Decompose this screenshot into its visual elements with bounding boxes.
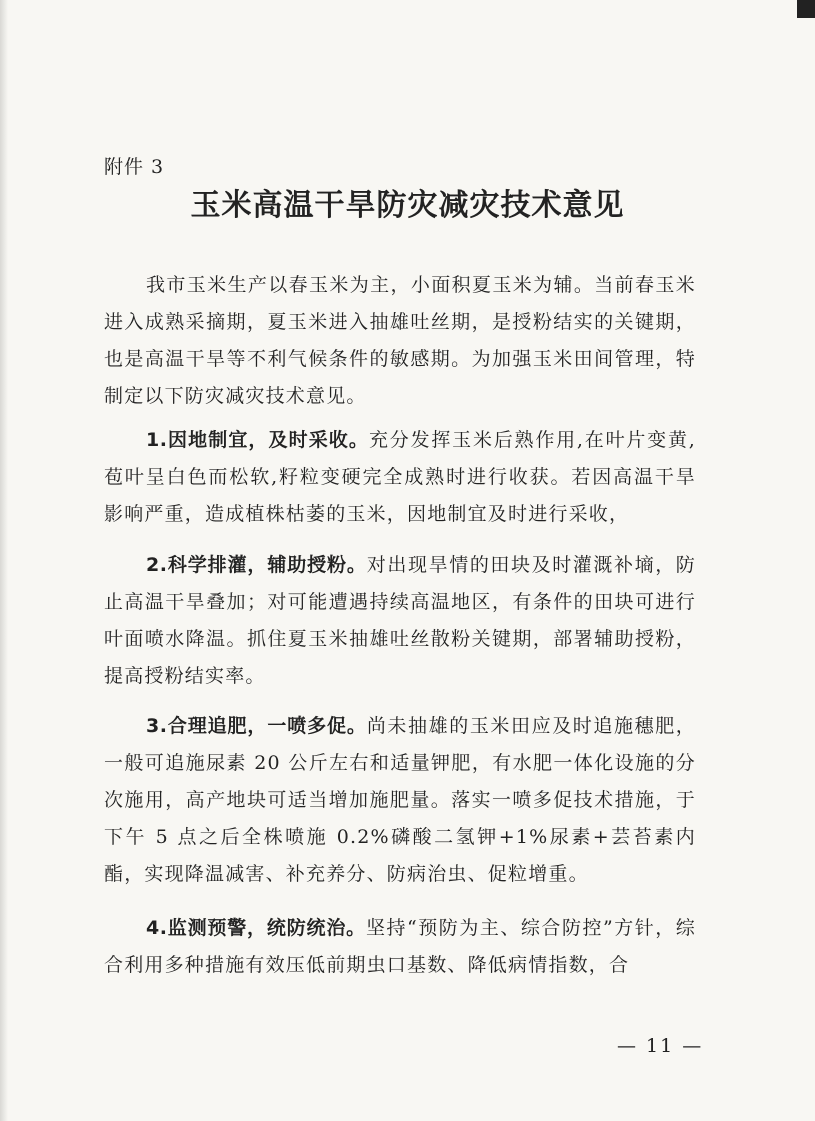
section-2-heading: 2.科学排灌，辅助授粉。: [146, 554, 367, 576]
scan-edge-shadow: [0, 0, 8, 1121]
section-2-body: 对出现旱情的田块及时灌溉补墒，防止高温干旱叠加；对可能遭遇持续高温地区，有条件的田块可进行叶面喷水降温。抓住夏玉米抽雄吐丝散粉关键期，部署辅助授粉，提高授粉结实率。: [104, 554, 696, 687]
section-1-body: 充分发挥玉米后熟作用,在叶片变黄,苞叶呈白色而松软,籽粒变硬完全成熟时进行收获。若因高温干旱影响严重，造成植株枯萎的玉米，因地制宜及时进行采收，: [104, 429, 696, 525]
section-1-heading: 1.因地制宜，及时采收。: [146, 429, 369, 451]
intro-paragraph: 我市玉米生产以春玉米为主，小面积夏玉米为辅。当前春玉米进入成熟采摘期，夏玉米进入抽雄吐丝期，是授粉结实的关键期，也是高温干旱等不利气候条件的敏感期。为加强玉米田间管理，特制定以下防灾减灾技术意见。: [104, 274, 696, 407]
section-4-heading: 4.监测预警，统防统治。: [146, 917, 366, 939]
section-3-heading: 3.合理追肥，一喷多促。: [146, 715, 367, 737]
section-4: [104, 910, 696, 984]
section-1: [104, 422, 696, 533]
scan-corner-mark: [797, 0, 815, 18]
section-3: [104, 708, 696, 893]
attachment-label: 附件 3: [104, 156, 165, 178]
section-4-body: 坚持“预防为主、综合防控”方针，综合利用多种措施有效压低前期虫口基数、降低病情指数，合: [104, 917, 696, 976]
section-3-body: 尚未抽雄的玉米田应及时追施穗肥，一般可追施尿素 20 公斤左右和适量钾肥，有水肥一体化设施的分次施用，高产地块可适当增加施肥量。落实一喷多促技术措施，于下午 5 点之后全株喷施 0.2%磷酸二氢钾+1%尿素+芸苔素内酯，实现降温减害、补充养分、防病治虫、促粒增重。: [104, 715, 696, 885]
document-title: 玉米高温干旱防灾减灾技术意见: [190, 188, 625, 223]
section-2: [104, 547, 696, 695]
page-number: — 11 —: [617, 1035, 704, 1057]
